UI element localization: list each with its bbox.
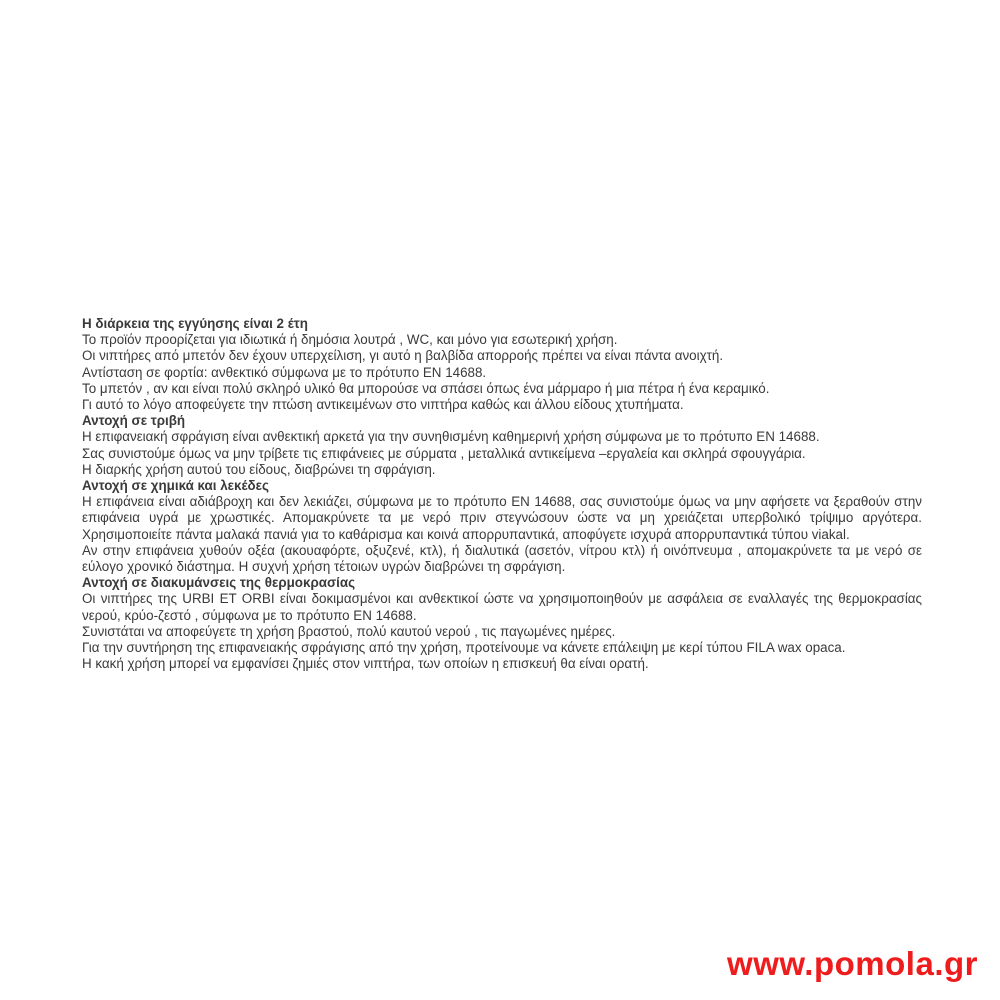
scrubbing-warning-paragraph: Σας συνιστούμε όμως να μην τρίβετε τις επιφάνειες με σύρματα , μεταλλικά αντικείμενα –εργαλεία και σκληρά σφουγγάρια. — [82, 445, 806, 461]
wear-paragraph: Η διαρκής χρήση αυτού του είδους, διαβρώνει τη σφράγιση. — [82, 461, 436, 477]
impact-warning-paragraph: Γι αυτό το λόγο αποφεύγετε την πτώση αντικειμένων στο νιπτήρα καθώς και άλλου είδους χτυπήματα. — [82, 397, 684, 413]
misuse-paragraph: Η κακή χρήση μπορεί να εμφανίσει ζημιές στον νιπτήρα, των οποίων η επισκευή θα είναι ορατή. — [82, 656, 649, 672]
usage-paragraph: Το προϊόν προορίζεται για ιδιωτικά ή δημόσια λουτρά , WC, και μόνο για εσωτερική χρήση. — [82, 332, 618, 348]
warranty-heading: Η διάρκεια της εγγύησης είναι 2 έτη — [82, 316, 308, 331]
abrasion-heading: Αντοχή σε τριβή — [82, 413, 186, 429]
waterproof-paragraph: Η επιφάνεια είναι αδιάβροχη και δεν λεκιάζει, σύμφωνα με το πρότυπο EN 14688, σας συνιστούμε όμως να μην αφήσετε να ξεραθούν στην επιφάνεια υγρά με χρωστικές. Απομακρύνετε τα με νερό πριν στεγνώσουν ώστε να μη χρειάζεται υπερβολικό τρίψιμο αργότερα. Χρησιμοποιείτε πάντα μαλακά πανιά για το καθάρισμα και κοινά απορρυπαντικά, αποφύγετε ισχυρά απορρυπαντικά τύπου viakal. — [82, 494, 922, 542]
chemicals-heading: Αντοχή σε χημικά και λεκέδες — [82, 478, 269, 494]
maintenance-paragraph: Για την συντήρηση της επιφανειακής σφράγισης από την χρήση, προτείνουμε να κάνετε επάλειψη με κερί τύπου FILA wax opaca. — [82, 640, 846, 656]
sealing-paragraph: Η επιφανειακή σφράγιση είναι ανθεκτική αρκετά για την συνηθισμένη καθημερινή χρήση σύμφωνα με το πρότυπο EN 14688. — [82, 429, 820, 445]
temperature-heading: Αντοχή σε διακυμάνσεις της θερμοκρασίας — [82, 575, 356, 591]
website-watermark: www.pomola.gr — [727, 945, 978, 982]
load-resistance-paragraph: Αντίσταση σε φορτία: ανθεκτικό σύμφωνα με το πρότυπο EN 14688. — [82, 364, 487, 380]
document-body — [82, 316, 922, 672]
temperature-tested-paragraph: Οι νιπτήρες της URBI ET ORBI είναι δοκιμασμένοι και ανθεκτικοί ώστε να χρησιμοποιηθούν με ασφάλεια σε εναλλαγές της θερμοκρασίας νερού, κρύο-ζεστό , σύμφωνα με το πρότυπο EN 14688. — [82, 591, 922, 623]
concrete-fragility-paragraph: Το μπετόν , αν και είναι πολύ σκληρό υλικό θα μπορούσε να σπάσει όπως ένα μάρμαρο ή μια πέτρα ή ένα κεραμικό. — [82, 380, 770, 396]
overflow-paragraph: Οι νιπτήρες από μπετόν δεν έχουν υπερχείλιση, γι αυτό η βαλβίδα απορροής πρέπει να είναι πάντα ανοιχτή. — [82, 348, 724, 364]
boiling-water-paragraph: Συνιστάται να αποφεύγετε τη χρήση βραστού, πολύ καυτού νερού , τις παγωμένες ημέρες. — [82, 623, 616, 639]
acids-paragraph: Αν στην επιφάνεια χυθούν οξέα (ακουαφόρτε, οξυζενέ, κτλ), ή διαλυτικά (ασετόν, νίτρου κτλ) ή οινόπνευμα , απομακρύνετε τα με νερό σε εύλογο χρονικό διάστημα. Η συχνή χρήση τέτοιων υγρών διαβρώνει τη σφράγιση. — [82, 542, 922, 575]
